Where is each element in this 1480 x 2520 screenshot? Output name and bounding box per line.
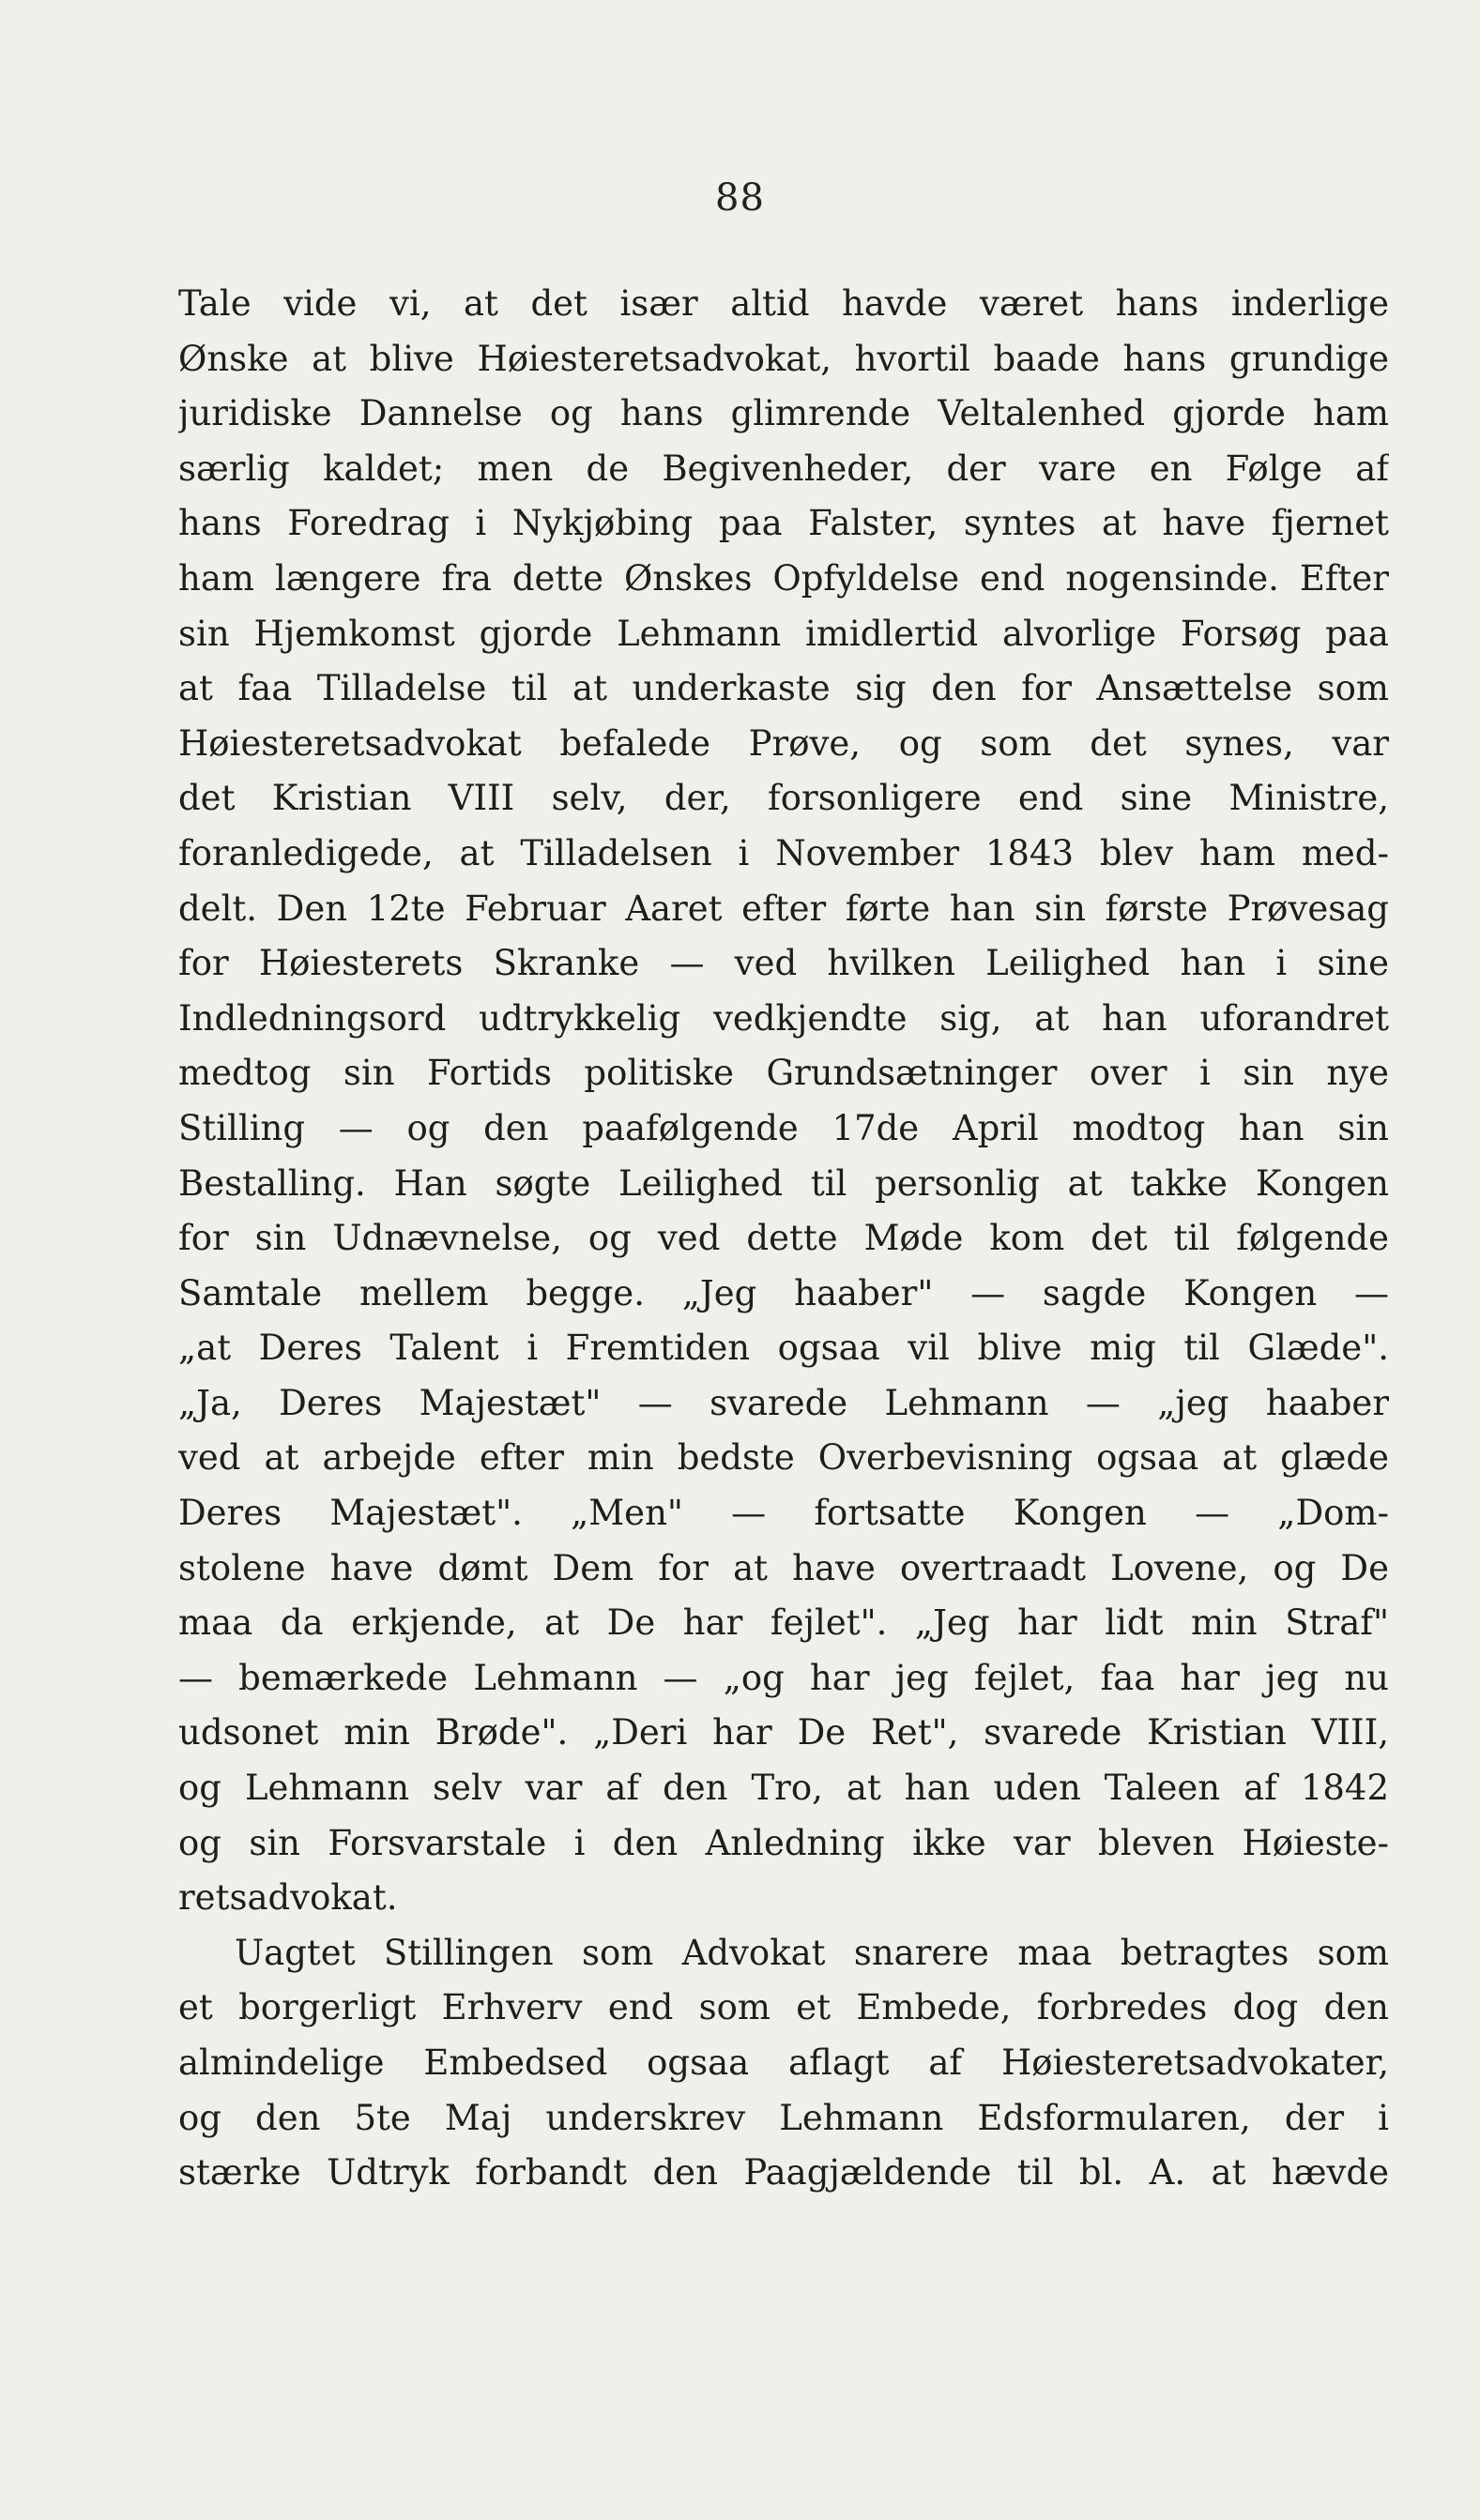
text-line: stærke Udtryk forbandt den Paagjældende til bl. A. at hævde: [178, 2152, 1389, 2194]
text-line: foranledigede, at Tilladelsen i November 1843 blev ham med-: [178, 832, 1389, 873]
paragraph-end-line: retsadvokat.: [178, 1877, 398, 1919]
text-line: Ønske at blive Høiesteretsadvokat, hvortil baade hans grundige: [178, 338, 1389, 379]
text-line: et borgerligt Erhverv end som et Embede, forbredes dog den: [178, 1987, 1389, 2028]
paragraph-start-line: Uagtet Stillingen som Advokat snarere maa betragtes som: [235, 1932, 1389, 1973]
text-line: for sin Udnævnelse, og ved dette Møde kom det til følgende: [178, 1218, 1389, 1259]
page-number: 88: [715, 176, 765, 220]
text-line: Deres Majestæt". „Men" — fortsatte Kongen — „Dom-: [178, 1493, 1389, 1534]
text-line: juridiske Dannelse og hans glimrende Veltalenhed gjorde ham: [178, 393, 1389, 434]
text-line: udsonet min Brøde". „Deri har De Ret", svarede Kristian VIII,: [178, 1712, 1389, 1753]
text-line: og Lehmann selv var af den Tro, at han uden Taleen af 1842: [178, 1768, 1389, 1809]
text-line: stolene have dømt Dem for at have overtraadt Lovene, og De: [178, 1547, 1389, 1588]
text-line: Høiesteretsadvokat befalede Prøve, og som det synes, var: [178, 722, 1389, 764]
text-line: særlig kaldet; men de Begivenheder, der vare en Følge af: [178, 448, 1389, 489]
text-line: og sin Forsvarstale i den Anledning ikke var bleven Høiestе-: [178, 1822, 1389, 1863]
text-line: „at Deres Talent i Fremtiden ogsaa vil blive mig til Glæde".: [178, 1328, 1389, 1369]
text-line: ved at arbejde efter min bedste Overbevisning ogsaa at glæde: [178, 1437, 1389, 1479]
text-line: „Ja, Deres Majestæt" — svarede Lehmann — „jeg haaber: [178, 1382, 1389, 1423]
body-text: [178, 277, 1389, 2201]
text-line: hans Foredrag i Nykjøbing paa Falster, syntes at have fjernet: [178, 503, 1389, 544]
text-line: Samtale mellem begge. „Jeg haaber" — sagde Kongen —: [178, 1272, 1389, 1313]
text-line: det Kristian VIII selv, der, forsonligere end sine Ministre,: [178, 778, 1389, 819]
text-line: delt. Den 12te Februar Aaret efter førte han sin første Prøvesag: [178, 888, 1389, 929]
text-line: Bestalling. Han søgte Leilighed til personlig at takke Kongen: [178, 1162, 1389, 1204]
text-line: Indledningsord udtrykkelig vedkjendte sig, at han uforandret: [178, 997, 1389, 1039]
text-line: maa da erkjende, at De har fejlet". „Jeg har lidt min Straf": [178, 1602, 1389, 1644]
text-line: almindelige Embedsed ogsaa aflagt af Høiesteretsadvokater,: [178, 2042, 1389, 2083]
text-line: ham længere fra dette Ønskes Opfyldelse end nogensinde. Efter: [178, 557, 1389, 599]
text-line: sin Hjemkomst gjorde Lehmann imidlertid alvorlige Forsøg paa: [178, 613, 1389, 654]
text-line: at faa Tilladelse til at underkaste sig den for Ansættelse som: [178, 668, 1389, 709]
text-line: — bemærkede Lehmann — „og har jeg fejlet, faa har jeg nu: [178, 1657, 1389, 1698]
text-line: Tale vide vi, at det især altid havde været hans inderlige: [178, 283, 1389, 324]
text-line: for Høiesterets Skranke — ved hvilken Leilighed han i sine: [178, 943, 1389, 984]
text-line: og den 5te Maj underskrev Lehmann Edsformularen, der i: [178, 2097, 1389, 2138]
text-line: Stilling — og den paafølgende 17de April modtog han sin: [178, 1107, 1389, 1148]
text-line: medtog sin Fortids politiske Grundsætninger over i sin nye: [178, 1053, 1389, 1094]
